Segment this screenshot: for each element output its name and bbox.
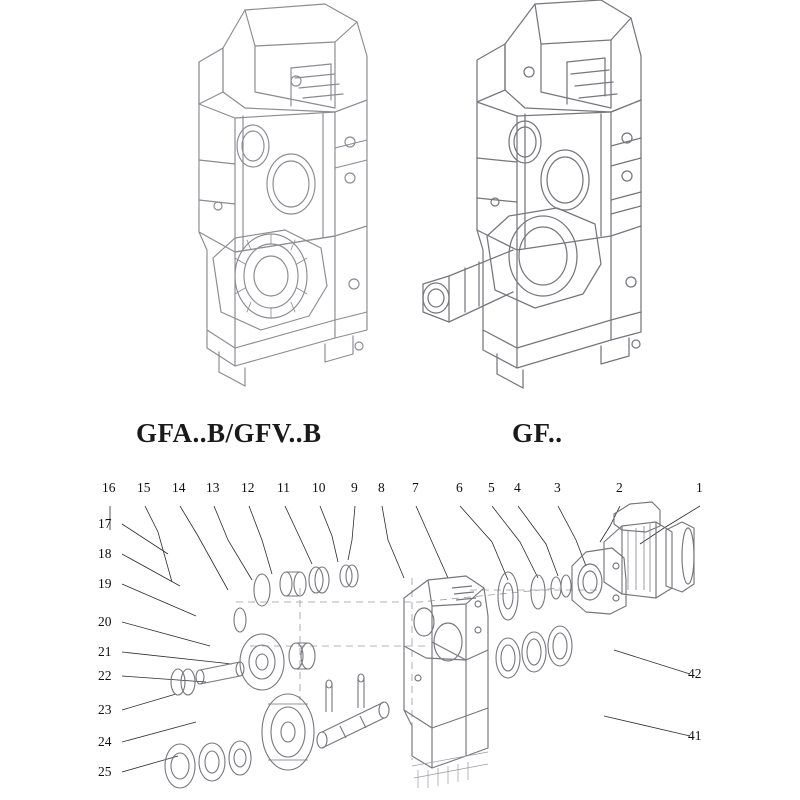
callout-12: 12: [241, 480, 255, 495]
callout-18: 18: [98, 546, 112, 561]
callout-8: 8: [378, 480, 385, 495]
callout-10: 10: [312, 480, 326, 495]
callout-5: 5: [488, 480, 495, 495]
callout-42: 42: [688, 666, 702, 681]
callout-21: 21: [98, 644, 112, 659]
callout-41: 41: [688, 728, 702, 743]
callout-16: 16: [102, 480, 116, 495]
callout-9: 9: [351, 480, 358, 495]
gearbox-outline-right: [405, 0, 715, 400]
figure-caption-right: GF..: [512, 418, 563, 448]
callout-19: 19: [98, 576, 112, 591]
callout-6: 6: [456, 480, 463, 495]
callout-14: 14: [172, 480, 186, 495]
callout-4: 4: [514, 480, 521, 495]
gearbox-outline-left: [95, 0, 405, 400]
gearbox-isometric-outline-left-icon: [95, 0, 405, 400]
callout-25: 25: [98, 764, 112, 779]
callout-7: 7: [412, 480, 419, 495]
callout-15: 15: [137, 480, 151, 495]
callout-13: 13: [206, 480, 220, 495]
callout-3: 3: [554, 480, 561, 495]
figure-caption-left: GFA..B/GFV..B: [136, 418, 322, 448]
callout-22: 22: [98, 668, 112, 683]
callout-24: 24: [98, 734, 112, 749]
callout-1: 1: [696, 480, 703, 495]
gearbox-isometric-outline-right-icon: [405, 0, 715, 400]
callout-17: 17: [98, 516, 112, 531]
callout-23: 23: [98, 702, 112, 717]
callout-2: 2: [616, 480, 623, 495]
callout-11: 11: [277, 480, 290, 495]
exploded-parts-assembly-diagram-icon: [0, 470, 800, 800]
exploded-assembly-figure: [0, 470, 800, 800]
callout-20: 20: [98, 614, 112, 629]
